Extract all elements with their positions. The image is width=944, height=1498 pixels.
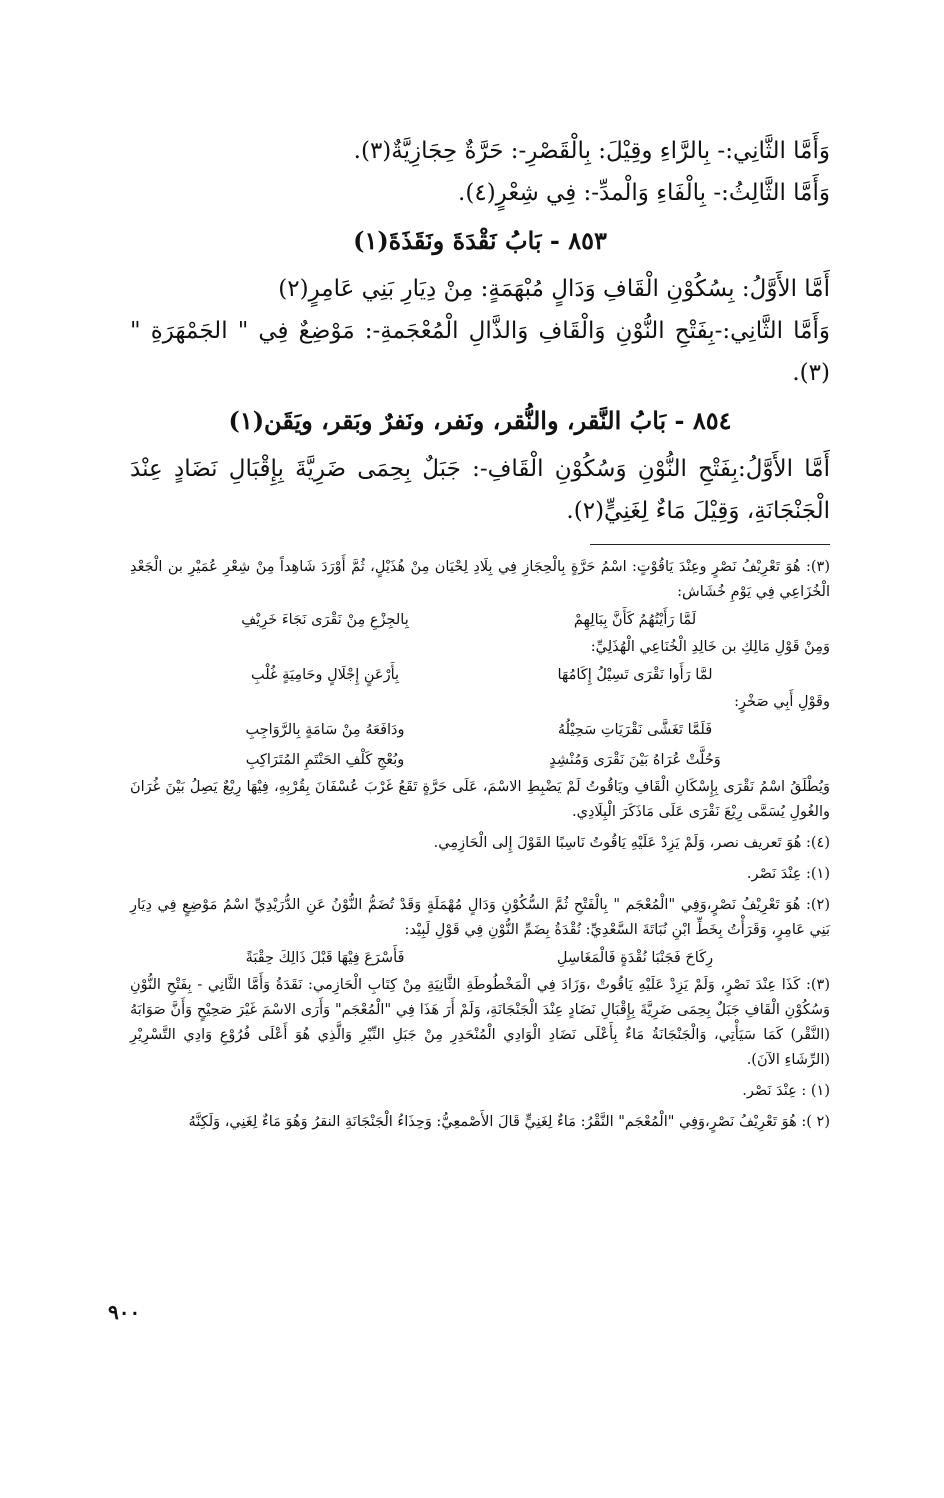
- footnote: (١) : عِنْدَ نَصْر.: [742, 1083, 830, 1099]
- main-text: [130, 130, 830, 532]
- main-line: أَمَّا الأَوَّلُ: بِسُكُوْنِ الْقَافِ وَدَالٍ مُبْهَمَةٍ: مِنْ دِيَارِ بَنِي عَامِرٍ(٢): [278, 276, 830, 302]
- footnotes: [130, 555, 830, 1135]
- verse-line: [130, 745, 830, 775]
- verse-hemistich: لَمَّا رَأَيْتُهُمُ كَأَنَّ بِبَالِهِمْ: [573, 612, 697, 628]
- verse-hemistich: فَلَمَّا تَغَشَّى نَقْرَيَاتِ سَحِيْلُهُ: [557, 722, 713, 738]
- footnote: (٢): هُوَ تَعْرِيْفُ نَصْرٍ،وَفِي "الْمُعْجَم " بِالْفَتْحِ ثُمَّ السُّكُوْنِ وَدَالٍ مُهْمَلَةٍ وَقَدْ تُضَمُّ النُّوْنُ عَنِ الدُّرَيْدِيِّ اسْمُ مَوْضِعٍ فِي دِيَارِ بَنِي عَامِرٍ، وَقَرَأْتُ بِخَطِّ ابْنِ نُبَاتَةَ السَّعْدِيِّ: نُقْدَةُ بِضَمِّ النُّوْنِ فِي قَوْلِ لَبِيْد:: [130, 897, 830, 938]
- footnote: (٣): هُوَ تَعْرِيْفُ نَصْرٍ وعِنْدَ يَاقُوْتٍ: اسْمُ حَرَّةٍ بِالْحِجَازِ فِي بِلَادِ لِحْيَان مِنْ هُذَيْلٍ، ثُمَّ أَوْرَدَ شَاهِداً مِنْ شِعْرِ عُمَيْرِ بن الْجَعْدِ الْخُزَاعِي فِي يَوْمِ خُشَاش:: [130, 559, 830, 600]
- verse-hemistich: بِأَرْعَنٍ إِجْلَالٍ وحَامِيَةٍ غُلْبِ: [250, 667, 400, 683]
- main-line: وَأَمَّا الثَّانِي:-بِفَتْحِ النُّوْنِ وَالْقَافِ وَالذَّالِ الْمُعْجَمةِ-: مَوْضِعٌ فِي " الجَمْهَرَةِ "(٣).: [130, 318, 830, 386]
- verse-line: [130, 605, 830, 635]
- footnote: (١): عِنْدَ نَصْر.: [746, 866, 830, 882]
- chapter-heading: ٨٥٣ - بَابُ نَقْدَةَ ونَقَذَةَ(١): [353, 226, 607, 255]
- main-line: أَمَّا الأَوَّلُ:بِفَتْحِ النُّوْنِ وَسُكُوْنِ الْقَافِ-: جَبَلٌ بِحِمَى ضَرِيَّةَ بِإِقْبَالِ نَضَادٍ عِنْدَ الْجَنْجَانَةِ، وَقِيْلَ مَاءٌ لِغَنِيٍّ(٢).: [130, 456, 830, 524]
- page-number: ٩٠٠: [108, 1300, 141, 1324]
- footnote: وَمِنْ قَوْلِ مَالِكِ بن خَالِدِ الْخُنَاعِي الْهُذَلِيِّ:: [590, 639, 830, 655]
- verse-hemistich: رِكَاحَ فَجَنْبَا نُقْدَةٍ فَالْمَغَاسِلِ: [556, 950, 714, 966]
- main-line: وَأَمَّا الثَّانِي:- بِالرَّاءِ وقِيْلَ: بِالْقَصْرِ-: حَرَّةٌ حِجَازِيَّةٌ(٣).: [353, 138, 830, 164]
- verse-hemistich: بِالجِزْعِ مِنْ نَقْرَى نَجَاءَ خَرِيْفِ: [241, 612, 409, 628]
- verse-line: [130, 660, 830, 690]
- verse-hemistich: لمَّا رَأَوا نَقْرَى تَسِيْلُ إِكَامُهَا: [557, 667, 713, 683]
- verse-line: [130, 943, 830, 973]
- footnote: (٣): كَذَا عِنْدَ نَصْرٍ، وَلَمْ يَزِدْ عَلَيْهِ يَاقُوتْ ،وَزَادَ فِي الْمَخْطُوطَةِ الثَّانِيَةِ مِنْ كِتَابِ الْحَازِمي: نَقَدَةُ وَأَمَّا الثَّانِي - بِفَتْحِ النُّوْنِ وَسُكُوْنِ الْقَافِ جَبَلٌ بِحِمَى ضَرِيَّةَ بِإِقْبَالِ نَضَادٍ عِنْدَ الْجَنْجَانَةِ، وَلَمْ أَرَ هَذَا فِي "الْمُعْجَم" وَأَرَى الاسْمَ غَيْرَ صَحِيْحٍ وَأَنَّ صَوَابَهُ (النَّقْر) كَمَا سَيَأْتِي، وَالْجَنْجَانَةُ مَاءٌ بِأَعْلَى نَضَادِ الْوَادِي الْمُنْحَدِرِ مِنْ جَبَلِ النِّيْرِ وَالَّذِي هُوَ أَعْلَى فُرُوْعِ وَادِي التَّسْرِيْرِ (الرِّشَاءِ الآنَ).: [130, 977, 830, 1068]
- page-body: [130, 130, 830, 1135]
- verse-hemistich: ودَافَعَهُ مِنْ سَامَةٍ بِالرَّوَاجِبِ: [245, 722, 405, 738]
- footnote: (٢ ): هُوَ تَعْرِيْفُ نَصْرٍ،وَفِي "الْمُعْجَم" النَّقْرُ: مَاءٌ لِغَنِيٍّ قَالَ الأَصْمعِيُّ: وَحِذَاءُ الْجَنْجَانَةِ النقرُ وَهُوَ مَاءٌ لِغَنِي، وَلَكِنَّهُ: [188, 1114, 830, 1130]
- verse-hemistich: وَحُلَّتْ عُرَاهُ بَيْنَ نَقْرَى وَمُنْشِدٍ: [549, 752, 721, 768]
- main-line: وَأَمَّا الثَّالِثُ:- بِالْفَاءِ وَالْمدِّ-: فِي شِعْرٍ(٤).: [458, 180, 830, 206]
- verse-line: [130, 715, 830, 745]
- footnote: وقَوْلِ أَبِي صَخْرٍ:: [734, 694, 830, 710]
- footnote: وَيُطْلَقُ اسْمُ نَقْرَى بِإِسْكَانِ الْقَافِ ويَاقُوتُ لَمْ يَضْبِطِ الاسْمَ، عَلَى حَرَّةٍ تَقَعُ غَرْبَ عُسْفَانَ بِقُرْبِهِ، فِيْهَا رِيْعٌ يَصِلُ بَيْنَ غُرَانَ والغُولِ يُسَمَّى رِيْعَ نَقْرَى عَلَى مَاذَكَرَ الْبِلَادِي.: [130, 779, 830, 820]
- verse-hemistich: فَأَسْرَعَ فِيْهَا قَبْلَ ذَالِكَ حِقْبَةً: [245, 950, 405, 966]
- chapter-heading: ٨٥٤ - بَابُ النَّقر، والنُّقر، ونَفر، ونَفرٌ وبَقر، ويَقَن(١): [228, 406, 732, 435]
- footnote: (٤): هُوَ تَعريف نصر، وَلَمْ يَزِدْ عَلَيْهِ يَاقُوتُ نَاسِبًا القَوْلَ إِلى الْحَازِمِي.: [433, 835, 830, 851]
- verse-hemistich: وبُعْجِ كَلْفِ الحَنْتَمِ المُتَرَاكِبِ: [245, 752, 405, 768]
- footnote-divider: [590, 544, 830, 545]
